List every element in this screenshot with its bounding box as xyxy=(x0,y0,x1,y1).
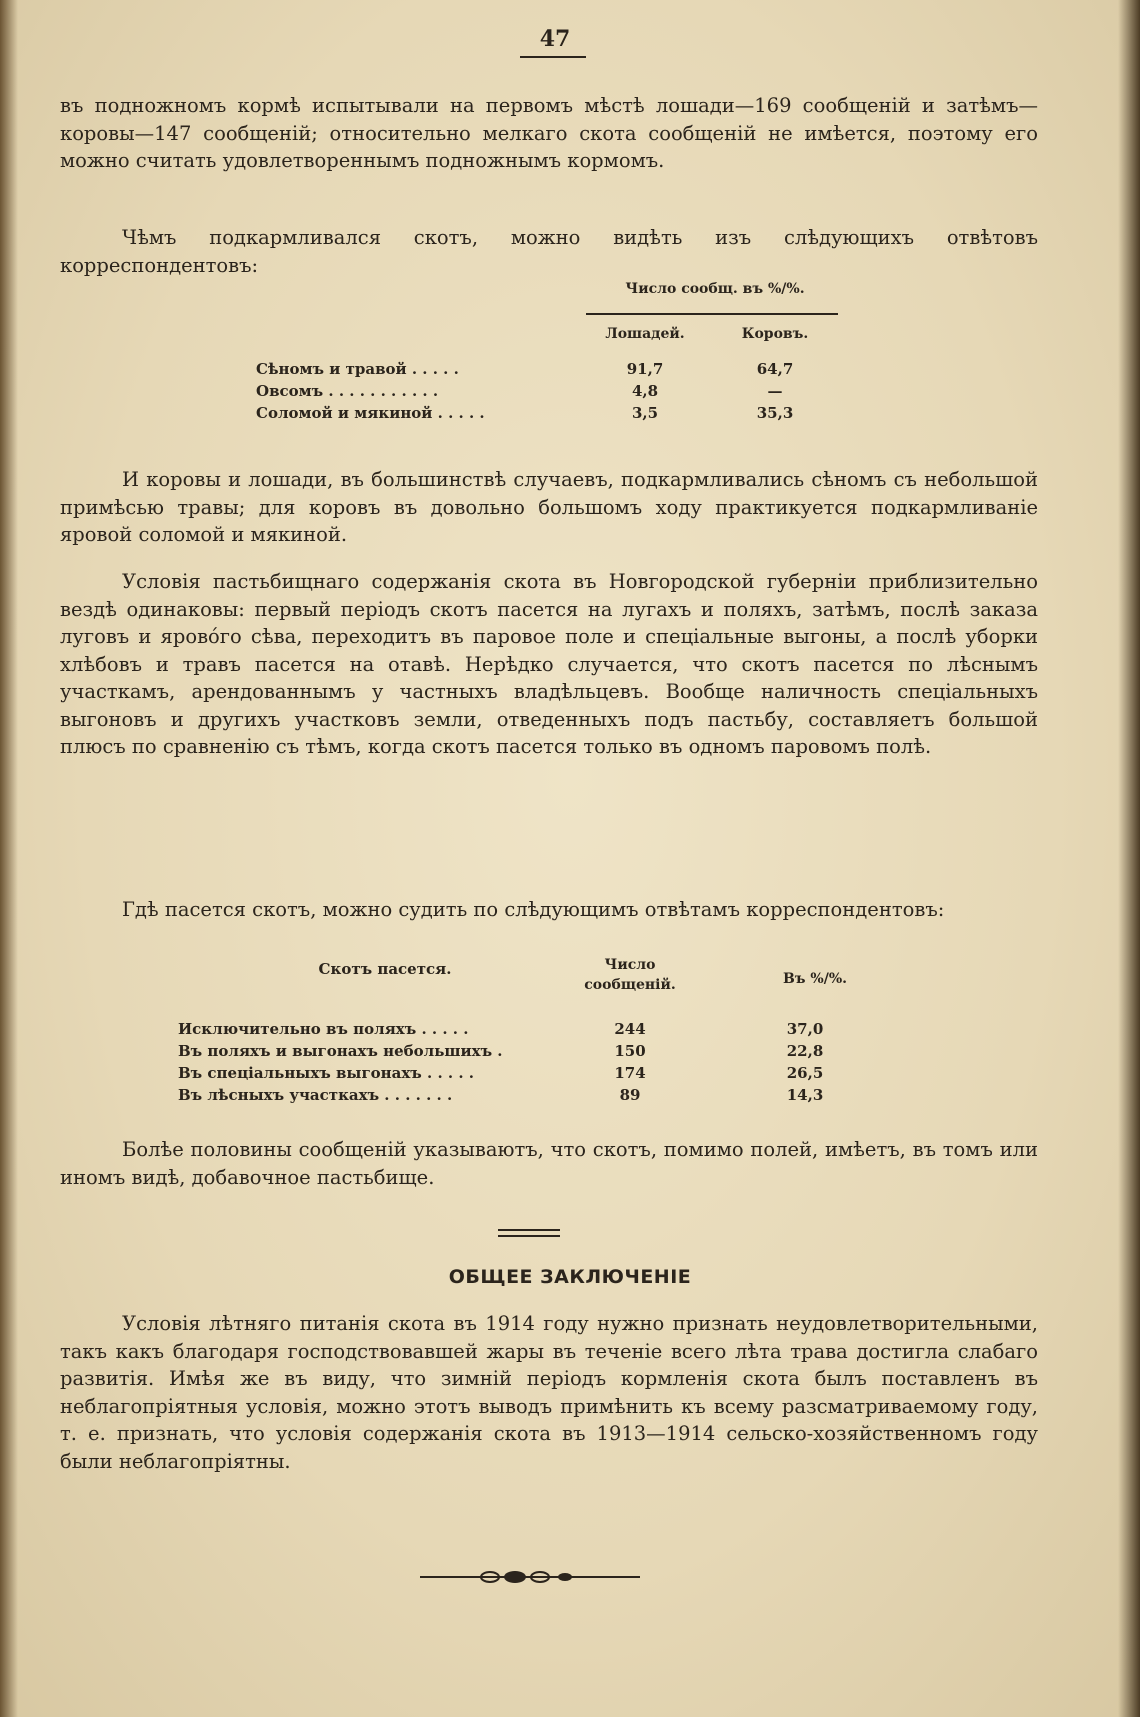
section-divider xyxy=(498,1235,560,1237)
table1-col-cows: Коровъ. xyxy=(741,326,809,342)
paragraph-6: Болѣе половины сообщеній указываютъ, что скотъ, помимо полей, имѣетъ, въ томъ или иномъ видѣ, добавочное пастьбище. xyxy=(60,1138,1038,1189)
table-row xyxy=(256,402,830,424)
row-cows: — xyxy=(767,382,783,400)
section-divider xyxy=(498,1229,560,1231)
row-count: 244 xyxy=(614,1020,646,1038)
page-number-rule xyxy=(520,56,586,58)
table1-col-horses: Лошадей. xyxy=(605,326,685,342)
ornament-divider-icon xyxy=(420,1566,640,1588)
row-cows: 64,7 xyxy=(756,360,794,378)
row-pct: 22,8 xyxy=(786,1042,824,1060)
row-count: 89 xyxy=(619,1086,641,1104)
row-horses: 91,7 xyxy=(626,360,664,378)
pasture-table xyxy=(178,1018,860,1106)
paragraph-3: И коровы и лошади, въ большинствѣ случаевъ, подкармливались сѣномъ съ небольшой примѣсью травы; для коровъ въ довольно большомъ ходу практикуется подкармливаніе яровой соломой и мякиной. xyxy=(60,468,1038,546)
row-horses: 3,5 xyxy=(631,404,659,422)
row-label: Въ лѣсныхъ участкахъ . . . . . . . xyxy=(178,1086,453,1104)
paragraph-4: Условія пастьбищнаго содержанія скота въ Новгородской губерніи приблизительно вездѣ одинаковы: первый періодъ скотъ пасется на лугахъ и поляхъ, затѣмъ, послѣ заказа луговъ и яровóго сѣва, переходитъ въ паровое поле и спеціальные выгоны, а послѣ уборки хлѣбовъ и травъ пасется на отавѣ. Нерѣдко случается, что скотъ пасется по лѣснымъ участкамъ, арендованнымъ у частныхъ владѣльцевъ. Вообще наличность спеціальныхъ выгоновъ и другихъ участковъ земли, отведенныхъ подъ пастьбу, составляетъ большой плюсъ по сравненію съ тѣмъ, когда скотъ пасется только въ одномъ паровомъ полѣ. xyxy=(60,570,1038,758)
page-number: 47 xyxy=(539,26,571,52)
paragraph-7: Условія лѣтняго питанія скота въ 1914 году нужно признать неудовлетворительными, такъ какъ благодаря господствовавшей жары въ теченіе всего лѣта трава достигла слабаго развитія. Имѣя же въ виду, что зимній періодъ кормленія скота былъ поставленъ въ неблагопріятныя условія, можно этотъ выводъ примѣнить къ всему разсматриваемому году, т. е. признать, что условія содержанія скота въ 1913—1914 сельско-хозяйственномъ году были неблагопріятны. xyxy=(60,1312,1038,1473)
row-pct: 37,0 xyxy=(786,1020,824,1038)
table-row xyxy=(256,380,830,402)
row-label: Въ поляхъ и выгонахъ небольшихъ . xyxy=(178,1042,503,1060)
table1-header: Число сообщ. въ %/%. xyxy=(625,281,805,297)
table2-header-count: Число сообщеній. xyxy=(584,957,676,993)
table-row xyxy=(178,1018,860,1040)
paragraph-2: Чѣмъ подкармливался скотъ, можно видѣть изъ слѣдующихъ отвѣтовъ корреспондентовъ: xyxy=(60,226,1038,277)
row-cows: 35,3 xyxy=(756,404,794,422)
row-pct: 26,5 xyxy=(786,1064,824,1082)
row-label: Соломой и мякиной . . . . . xyxy=(256,404,485,422)
row-label: Исключительно въ поляхъ . . . . . xyxy=(178,1020,469,1038)
section-heading: ОБЩЕЕ ЗАКЛЮЧЕНІЕ xyxy=(448,1266,692,1288)
table-row xyxy=(178,1040,860,1062)
paragraph-1: въ подножномъ кормѣ испытывали на первомъ мѣстѣ лошади—169 сообщеній и затѣмъ—коровы—147 сообщеній; относительно мелкаго скота сообщеній не имѣется, поэтому его можно считать удовлетвореннымъ подножнымъ кормомъ. xyxy=(60,94,1038,172)
paragraph-5: Гдѣ пасется скотъ, можно судить по слѣдующимъ отвѣтамъ корреспондентовъ: xyxy=(122,898,945,921)
table-row xyxy=(178,1084,860,1106)
row-label: Сѣномъ и травой . . . . . xyxy=(256,360,459,378)
table-row xyxy=(178,1062,860,1084)
row-count: 150 xyxy=(614,1042,646,1060)
table2-header-pct: Въ %/%. xyxy=(782,971,848,987)
row-count: 174 xyxy=(614,1064,646,1082)
row-horses: 4,8 xyxy=(631,382,659,400)
row-label: Овсомъ . . . . . . . . . . . xyxy=(256,382,439,400)
table-row xyxy=(256,358,830,380)
table1-header-rule xyxy=(586,313,838,315)
feeding-table xyxy=(256,358,830,424)
row-pct: 14,3 xyxy=(786,1086,824,1104)
table2-header-label: Скотъ пасется. xyxy=(318,960,452,978)
row-label: Въ спеціальныхъ выгонахъ . . . . . xyxy=(178,1064,475,1082)
